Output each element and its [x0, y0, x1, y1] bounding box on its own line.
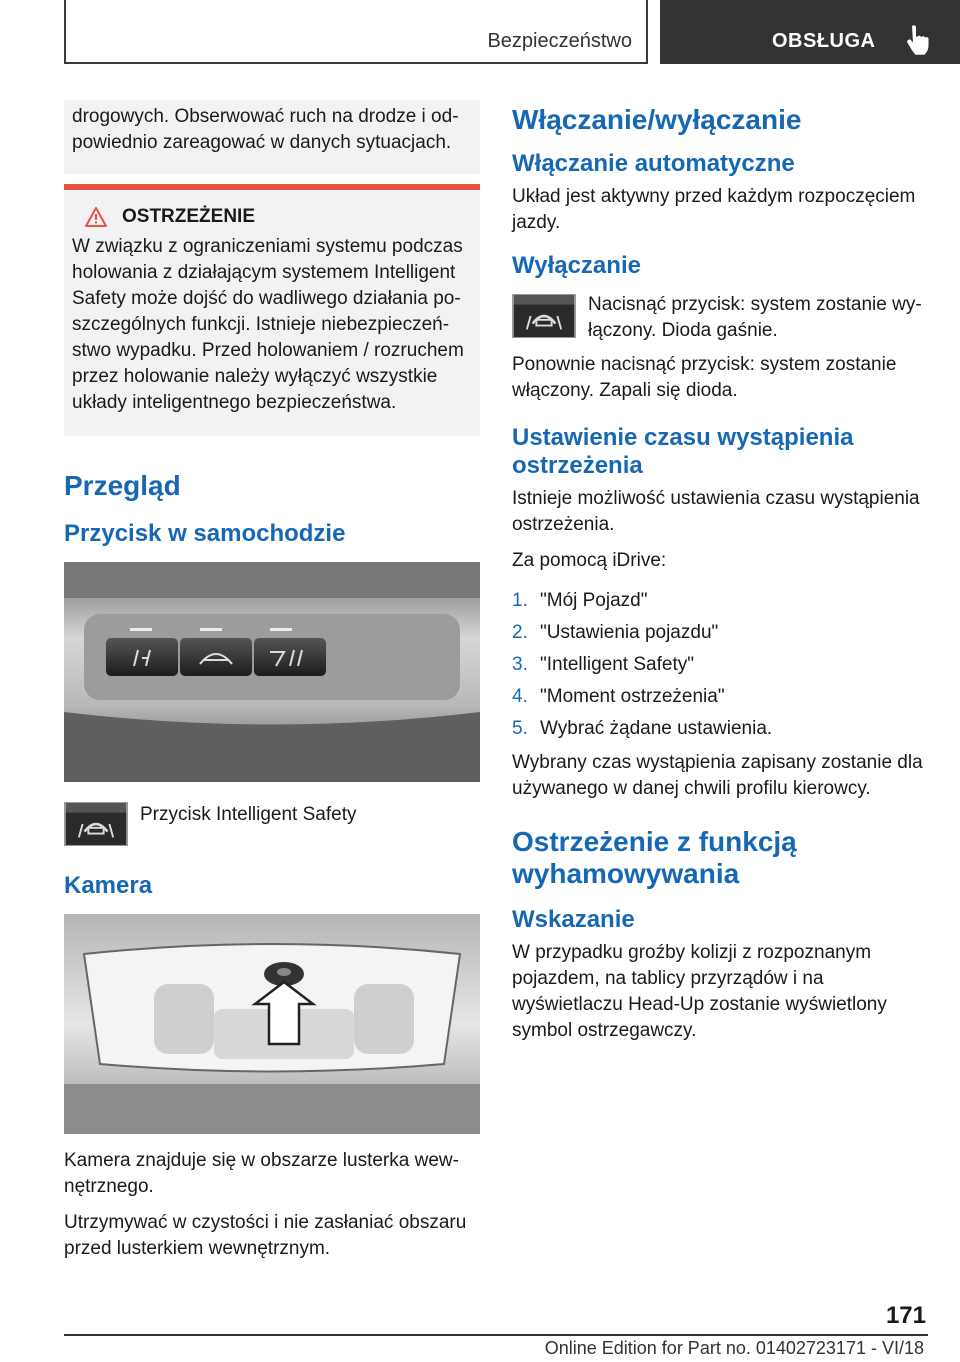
list-item: 2. "Ustawienia pojazdu" [512, 622, 719, 643]
footer-rule [64, 1334, 928, 1336]
list-item: 5. Wybrać żądane ustawienia. [512, 718, 773, 739]
hand-pointer-icon [904, 24, 930, 56]
idrive-steps [512, 588, 928, 742]
header-chapter-title: OBSŁUGA [772, 30, 876, 52]
warning-triangle-icon [84, 206, 108, 228]
saved-text: Wybrany czas wystąpienia zapisany zostanie dla używanego w danej chwili profilu kierowcy. [512, 752, 923, 799]
auto-text: Układ jest aktywny przed każdym rozpoczęciem jazdy. [512, 186, 916, 233]
footer-edition: Online Edition for Part no. 01402723171 - VI/18 [544, 1338, 924, 1358]
page-number: 171 [885, 1302, 926, 1329]
off-row [512, 292, 928, 344]
warning-heading [84, 206, 472, 228]
left-column [64, 100, 480, 1272]
button-photo [64, 562, 480, 782]
button-caption-row [64, 802, 480, 846]
header-section-title: Bezpieczeństwo [487, 30, 632, 52]
idrive-text: Za pomocą iDrive: [512, 550, 667, 571]
camera-clean-text: Utrzymywać w czystości i nie zasłaniać obszaru przed lusterkiem wewnętrznym. [64, 1212, 467, 1259]
camera-photo [64, 914, 480, 1134]
list-item: 3. "Intelligent Safety" [512, 654, 694, 675]
indication-heading: Wskazanie [512, 906, 635, 933]
list-item: 4. "Moment ostrzeżenia" [512, 686, 725, 707]
overview-heading: Przegląd [64, 470, 181, 501]
button-heading: Przycisk w samochodzie [64, 520, 346, 547]
auto-heading: Włączanie automatyczne [512, 150, 795, 177]
intelligent-safety-icon [512, 294, 576, 338]
on-again-text: Ponownie nacisnąć przycisk: system zostanie włączony. Zapali się dioda. [512, 354, 897, 401]
button-caption: Przycisk Intelligent Safety [140, 804, 357, 825]
camera-heading: Kamera [64, 872, 153, 899]
warning-box [64, 190, 480, 436]
continuation-box [64, 100, 480, 174]
header-chapter-tab [660, 0, 960, 64]
warning-text: W związku z ograniczeniami systemu podczas holowania z działającym systemem Intelligent Safety może dojść do wadliwego działania poszczególnych funkcji. Istnieje niebezpieczeństwo wypadku. Przed holowaniem / rozruchem przez holowanie należy wyłączyć wszystkie układy inteligentnego bezpieczeństwa. [72, 236, 464, 413]
continuation-text: drogowych. Obserwować ruch na drodze i odpowiednio zareagować w danych sytuacjach. [72, 106, 459, 153]
off-heading: Wyłączanie [512, 252, 641, 279]
warntime-text: Istnieje możliwość ustawienia czasu wystąpienia ostrzeżenia. [512, 488, 920, 535]
onoff-heading: Włączanie/wyłączanie [512, 104, 802, 135]
header-section-box [64, 0, 648, 64]
camera-location-text: Kamera znajduje się w obszarze lusterka wewnętrznego. [64, 1150, 459, 1197]
right-column [512, 100, 928, 1054]
warntime-heading: Ustawienie czasu wystąpienia ostrzeżenia [512, 424, 854, 479]
list-item: 1. "Mój Pojazd" [512, 590, 648, 611]
intelligent-safety-icon [64, 802, 128, 846]
off-text: Nacisnąć przycisk: system zostanie wyłączony. Dioda gaśnie. [588, 294, 922, 341]
warning-title: OSTRZEŻENIE [122, 206, 256, 227]
indication-text: W przypadku groźby kolizji z rozpoznanym pojazdem, na tablicy przyrządów i na wyświetlaczu Head-Up zostanie wyświetlony symbol ostrzegawczy. [512, 942, 887, 1041]
brake-heading: Ostrzeżenie z funkcją wyhamowywania [512, 826, 797, 889]
